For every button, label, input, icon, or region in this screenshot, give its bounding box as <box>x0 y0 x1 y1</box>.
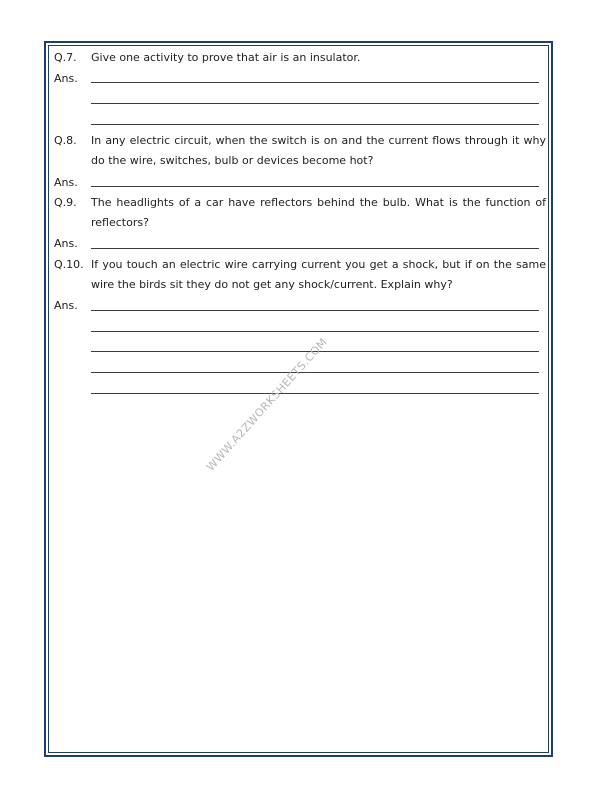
answer-line[interactable] <box>91 186 539 187</box>
answer-line[interactable] <box>91 310 539 311</box>
answer-line[interactable] <box>91 372 539 373</box>
question-text-line: The headlights of a car have reflectors behind the bulb. What is the function of <box>91 196 546 209</box>
answer-line[interactable] <box>91 248 539 249</box>
answer-line[interactable] <box>91 393 539 394</box>
question-text-line: wire the birds sit they do not get any shock/current. Explain why? <box>91 278 453 291</box>
question-text <box>91 131 546 171</box>
question-text <box>91 193 546 233</box>
answer-label: Ans. <box>54 176 78 189</box>
answer-label: Ans. <box>54 299 78 312</box>
answer-line[interactable] <box>91 103 539 104</box>
answer-label: Ans. <box>54 237 78 250</box>
question-text-line: the wire, switches, bulb or devices become hot? <box>108 154 374 167</box>
watermark: WWW.A2ZWORKSHEETS.COM <box>203 335 331 474</box>
question-number: Q.10. <box>54 258 84 271</box>
question-text <box>91 255 546 295</box>
answer-line[interactable] <box>91 82 539 83</box>
question-number: Q.8. <box>54 134 77 147</box>
question-text-line: If you touch an electric wire carrying current you get a shock, but if on the same <box>91 258 546 271</box>
question-number: Q.9. <box>54 196 77 209</box>
question-text-line: reflectors? <box>91 216 149 229</box>
answer-line[interactable] <box>91 331 539 332</box>
question-text-line: Give one activity to prove that air is an insulator. <box>91 51 361 64</box>
answer-label: Ans. <box>54 72 78 85</box>
answer-line[interactable] <box>91 124 539 125</box>
question-text-line: In any electric circuit, when the switch is on and the current flows through it why do <box>91 134 546 167</box>
question-number: Q.7. <box>54 51 77 64</box>
question-text <box>91 48 546 68</box>
